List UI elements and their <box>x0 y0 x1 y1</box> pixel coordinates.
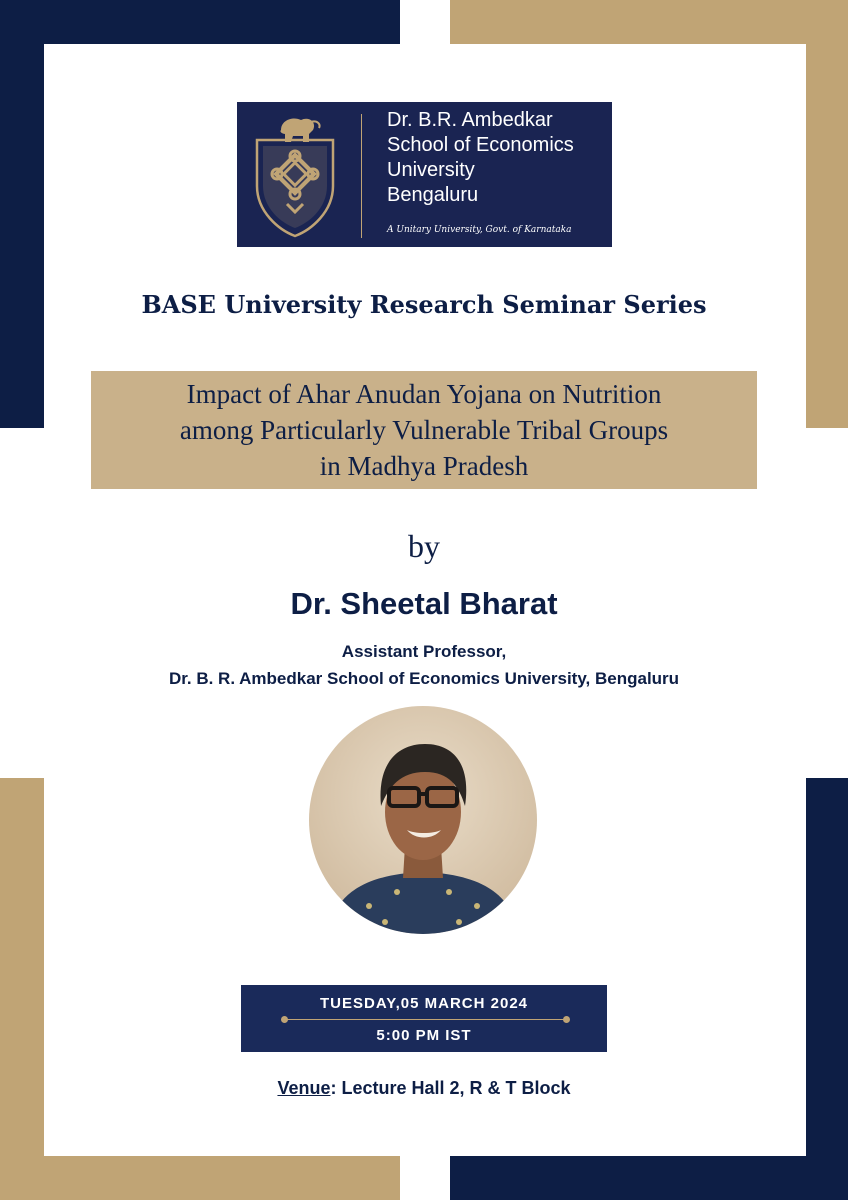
event-date: TUESDAY,05 MARCH 2024 <box>319 995 529 1012</box>
venue-value: Lecture Hall 2, R & T Block <box>336 1078 571 1098</box>
venue-label: Venue <box>277 1078 331 1098</box>
seminar-topic <box>91 371 757 489</box>
frame-right-gold <box>806 0 848 428</box>
logo-divider <box>361 114 362 238</box>
venue-separator: : <box>330 1078 337 1098</box>
frame-left-navy <box>0 0 44 428</box>
university-logo <box>237 102 612 247</box>
topic-line: Impact of Ahar Anudan Yojana on Nutrition <box>186 379 662 409</box>
topic-line: among Particularly Vulnerable Tribal Groups <box>179 415 669 445</box>
frame-bottom-right-navy <box>450 1156 848 1200</box>
university-name-line: School of Economics <box>387 134 574 156</box>
speaker-designation: Assistant Professor, <box>341 642 507 661</box>
divider-dot <box>563 1016 570 1023</box>
frame-right-navy <box>806 778 848 1200</box>
university-name-line: Bengaluru <box>387 184 479 206</box>
crest-icon <box>251 112 339 240</box>
by-text: by <box>408 528 440 564</box>
speaker-affiliation: Dr. B. R. Ambedkar School of Economics University, Bengaluru <box>168 669 680 688</box>
frame-left-gold <box>0 778 44 1200</box>
university-name-line: University <box>387 159 475 181</box>
speaker-name: Dr. Sheetal Bharat <box>290 586 558 621</box>
speaker-photo <box>309 706 537 934</box>
event-time: 5:00 PM IST <box>376 1027 472 1044</box>
event-date-time <box>241 985 607 1052</box>
frame-bottom-left-gold <box>0 1156 400 1200</box>
date-divider <box>285 1019 565 1020</box>
university-name <box>387 108 607 208</box>
series-title: BASE University Research Seminar Series <box>141 290 707 319</box>
university-name-line: Dr. B.R. Ambedkar <box>387 109 553 131</box>
frame-top-left-navy <box>0 0 400 44</box>
venue <box>0 1078 848 1099</box>
frame-top-right-gold <box>450 0 848 44</box>
topic-line: in Madhya Pradesh <box>319 451 529 481</box>
university-tagline: A Unitary University, Govt. of Karnataka <box>387 225 572 235</box>
